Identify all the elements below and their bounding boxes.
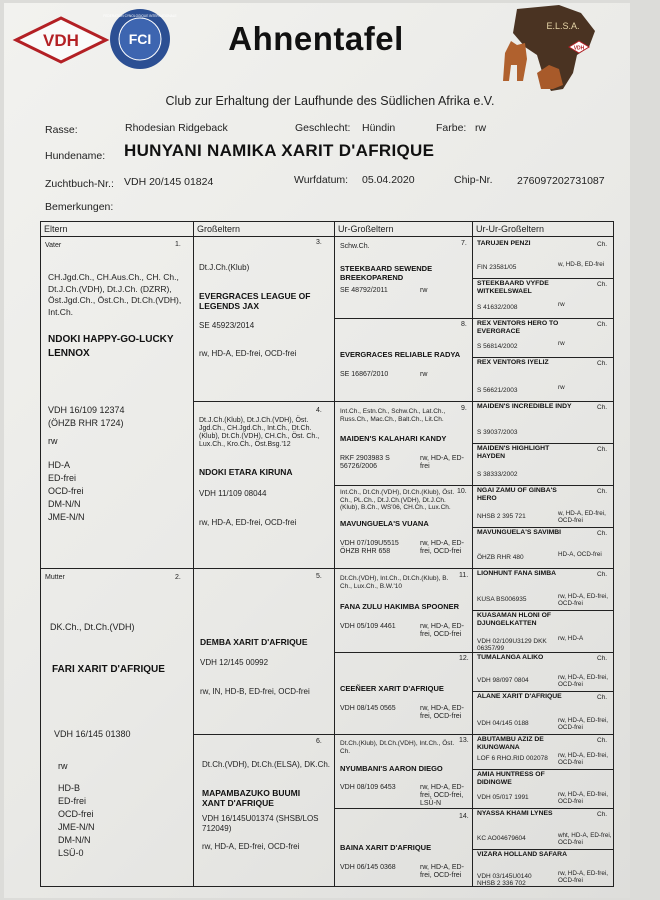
gggp-26-ch: Ch. [597, 694, 608, 701]
wurfdatum-value: 05.04.2020 [362, 174, 415, 186]
gp-3-name: EVERGRACES LEAGUE OF LEGENDS JAX [199, 291, 311, 311]
gggp-15-health: w, HD-B, ED-frei [558, 261, 605, 268]
gp-6-reg: VDH 16/145U01374 (SHSB/LOS 712049) [202, 814, 319, 833]
gggp-28-health: rw, HD-A, ED-frei, OCD-frei [558, 791, 609, 805]
gggp-28-name: AMIA HUNTRESS OF DIDINGWE [477, 771, 545, 786]
farbe-label: Farbe: [436, 122, 467, 134]
ggp-12-num: 12. [459, 655, 469, 662]
gggp-25-health: rw, HD-A, ED-frei, OCD-frei [558, 674, 609, 688]
gggp-23-reg: KUSA BS006935 [477, 596, 527, 603]
gggp-21-ch: Ch. [597, 488, 608, 495]
mother-reg1: VDH 16/145 01380 [54, 729, 131, 739]
gp-5-name: DEMBA XARIT D'AFRIQUE [200, 637, 308, 647]
page-title: Ahnentafel [228, 20, 404, 57]
rasse-label: Rasse: [45, 124, 78, 136]
ggp-8-reg: SE 16867/2010 [340, 371, 389, 378]
gggp-26-health: rw, HD-A, ED-frei, OCD-frei [558, 717, 609, 731]
ggp-7-name: STEEKBAARD SEWENDE BREEKOPAREND [340, 264, 433, 282]
mother-health-3: JME-N/N [58, 822, 95, 832]
gggp-25-ch: Ch. [597, 655, 608, 662]
bemerkungen-label: Bemerkungen: [45, 201, 114, 213]
gggp-27-health: rw, HD-A, ED-frei, OCD-frei [558, 752, 609, 766]
ggp-12-reg: VDH 08/145 0565 [340, 705, 396, 712]
gp-5-num: 5. [316, 573, 322, 580]
ggp-13-health: rw, HD-A, ED-frei, OCD-frei, LSÜ-N [420, 784, 464, 807]
gggp-17-health: rw [558, 340, 565, 347]
gggp-24-health: rw, HD-A [558, 635, 584, 642]
vdh-logo-text: VDH [43, 31, 79, 50]
gggp-27-ch: Ch. [597, 737, 608, 744]
gggp-21-name: NGAI ZAMU OF GINBA'S HERO [477, 487, 557, 502]
col-urgross: Ur-Großeltern [334, 221, 472, 237]
gggp-25-name: TUMALANGA ALIKO [477, 654, 544, 661]
fci-logo-ring: FEDERATION CYNOLOGIQUE INTERNATIONALE [103, 14, 177, 18]
gggp-25-reg: VDH 98/097 0804 [477, 677, 529, 684]
gggp-27-name: ABUTAMBU AZIZ DE KIUNGWANA [477, 736, 544, 751]
gp-5-health: rw, IN, HD-B, ED-frei, OCD-frei [200, 687, 310, 696]
gggp-22-ch: Ch. [597, 530, 608, 537]
rasse-value: Rhodesian Ridgeback [125, 122, 228, 134]
father-health-1: ED-frei [48, 473, 77, 483]
hundename-label: Hundename: [45, 150, 106, 162]
zuchtbuch-value: VDH 20/145 01824 [124, 176, 214, 188]
ggp-9-reg: RKF 2903983 S 56726/2006 [340, 455, 390, 470]
chip-value: 276097202731087 [517, 175, 605, 187]
ggp-9-health: rw, HD-A, ED-frei [420, 455, 464, 470]
hundename-value: HUNYANI NAMIKA XARIT D'AFRIQUE [124, 141, 435, 160]
father-health-2: OCD-frei [48, 486, 84, 496]
col-ururgross: Ur-Ur-Großeltern [472, 221, 614, 237]
gggp-17-ch: Ch. [597, 321, 608, 328]
ggp-8-health: rw [420, 371, 428, 378]
ggp-9-num: 9. [461, 405, 467, 412]
geschlecht-label: Geschlecht: [295, 122, 351, 134]
gggp-20-reg: S 38333/2002 [477, 471, 518, 478]
father-titles: CH.Jgd.Ch., CH.Aus.Ch., CH. Ch., Dt.J.Ch.(VDH), Dt.J.Ch. (DZRR), Öst.Jgd.Ch., Öst.Ch., Dt.Ch.(VDH), Int.Ch. [48, 272, 182, 317]
club-name: Club zur Erhaltung der Laufhunde des Südlichen Afrika e.V. [165, 94, 495, 108]
mother-health-4: DM-N/N [58, 835, 91, 845]
gggp-27-reg: LOF 6 RHO.RID 002078 [477, 755, 548, 762]
ggp-11-name: FANA ZULU HAKIMBA SPOONER [340, 602, 460, 611]
gggp-22-name: MAVUNGUELA'S SAVIMBI [477, 529, 562, 536]
col-eltern: Eltern [40, 221, 193, 237]
gggp-28-reg: VDH 05/017 1991 [477, 794, 529, 801]
gggp-16-name: STEEKBAARD VYFDE WITKEELSWAEL [477, 280, 549, 295]
gggp-21-health: w, HD-A, ED-frei, OCD-frei [558, 510, 606, 524]
ggp-13-name: NYUMBANI'S AARON DIEGO [340, 764, 443, 773]
ggp-13-reg: VDH 08/109 6453 [340, 784, 396, 791]
gp-6-titles: Dt.Ch.(VDH), Dt.Ch.(ELSA), DK.Ch. [202, 760, 331, 769]
ggp-7-health: rw [420, 287, 428, 294]
gggp-30-health: rw, HD-A, ED-frei, OCD-frei [558, 870, 609, 884]
ggp-9-name: MAIDEN'S KALAHARI KANDY [340, 434, 447, 443]
chip-label: Chip-Nr. [454, 174, 493, 186]
elsa-logo-text: E.L.S.A. [546, 21, 580, 31]
ggp-11-num: 11. [459, 572, 469, 579]
gggp-15-reg: FIN 23581/05 [477, 264, 517, 271]
father-reg2: (ÖHZB RHR 1724) [48, 418, 124, 428]
mother-health-5: LSÜ-0 [58, 848, 84, 858]
farbe-value: rw [475, 122, 487, 134]
gggp-15-ch: Ch. [597, 241, 608, 248]
gggp-29-reg: KC AO04679604 [477, 835, 526, 842]
ggp-10-name: MAVUNGUELA'S VUANA [340, 519, 429, 528]
ggp-12-health: rw, HD-A, ED-frei, OCD-frei [420, 705, 464, 720]
father-num: 1. [175, 241, 181, 248]
gp-4-reg: VDH 11/109 08044 [199, 489, 267, 498]
col-grosseltern: Großeltern [193, 221, 334, 237]
geschlecht-value: Hündin [362, 122, 396, 134]
gggp-21-reg: NHSB 2 395 721 [477, 513, 526, 520]
gggp-19-name: MAIDEN'S INCREDIBLE INDY [477, 403, 572, 410]
gp-6-name: MAPAMBAZUKO BUUMI XANT D'AFRIQUE [202, 788, 301, 808]
father-role: Vater [45, 242, 62, 249]
wurfdatum-label: Wurfdatum: [294, 174, 349, 186]
gggp-19-reg: S 39037/2003 [477, 429, 518, 436]
gp-5-reg: VDH 12/145 00992 [200, 658, 269, 667]
gggp-23-health: rw, HD-A, ED-frei, OCD-frei [558, 593, 609, 607]
gp-4-health: rw, HD-A, ED-frei, OCD-frei [199, 518, 297, 527]
pedigree-grid [40, 221, 614, 893]
mother-health-1: ED-frei [58, 796, 87, 806]
ggp-10-reg: VDH 07/109U5515 ÖHZB RHR 658 [340, 540, 399, 555]
ggp-11-reg: VDH 05/109 4461 [340, 623, 396, 630]
gggp-17-name: REX VENTORS HERO TO EVERGRACE [477, 320, 559, 335]
mother-name: FARI XARIT D'AFRIQUE [52, 664, 165, 675]
gggp-20-name: MAIDEN'S HIGHLIGHT HAYDEN [477, 445, 550, 460]
gp-4-num: 4. [316, 407, 322, 414]
zuchtbuch-label: Zuchtbuch-Nr.: [45, 178, 114, 190]
gggp-20-ch: Ch. [597, 446, 608, 453]
gggp-18-reg: S 56621/2003 [477, 387, 518, 394]
father-health-0: HD-A [48, 460, 70, 470]
gggp-22-health: HD-A, OCD-frei [558, 551, 602, 558]
gggp-30-name: VIZARA HOLLAND SAFARA [477, 851, 567, 858]
mother-num: 2. [175, 574, 181, 581]
mother-health-2: OCD-frei [58, 809, 94, 819]
gp-3-titles: Dt.J.Ch.(Klub) [199, 263, 250, 272]
ggp-14-health: rw, HD-A, ED-frei, OCD-frei [420, 864, 464, 879]
gggp-29-ch: Ch. [597, 811, 608, 818]
ggp-14-reg: VDH 06/145 0368 [340, 864, 396, 871]
ggp-9-titles: Int.Ch., Estn.Ch., Schw.Ch., Lat.Ch., Russ.Ch., Mac.Ch., Balt.Ch., Lit.Ch. [340, 408, 446, 423]
ggp-10-num: 10. [457, 488, 467, 495]
ggp-7-reg: SE 48792/2011 [340, 287, 388, 294]
father-health-3: DM-N/N [48, 499, 81, 509]
ggp-8-num: 8. [461, 321, 467, 328]
fci-logo-text: FCI [128, 31, 152, 47]
gggp-19-ch: Ch. [597, 404, 608, 411]
ggp-11-titles: Dt.Ch.(VDH), Int.Ch., Dt.Ch.(Klub), B. Ch., Lux.Ch., B.W.'10 [340, 575, 449, 590]
father-health-4: JME-N/N [48, 512, 85, 522]
gggp-23-ch: Ch. [597, 571, 608, 578]
mother-health-0: HD-B [58, 783, 80, 793]
gggp-23-name: LIONHUNT FANA SIMBA [477, 570, 557, 577]
ggp-7-num: 7. [461, 240, 467, 247]
gp-6-num: 6. [316, 738, 322, 745]
ggp-8-name: EVERGRACES RELIABLE RADYA [340, 350, 461, 359]
gggp-16-reg: S 41632/2008 [477, 304, 518, 311]
gggp-22-reg: ÖHZB RHR 480 [477, 554, 524, 561]
gggp-29-name: NYASSA KHAMI LYNES [477, 810, 553, 817]
ggp-11-health: rw, HD-A, ED-frei, OCD-frei [420, 623, 464, 638]
gggp-26-reg: VDH 04/145 0188 [477, 720, 529, 727]
gp-3-num: 3. [316, 239, 322, 246]
gggp-18-name: REX VENTORS IYELIZ [477, 359, 549, 366]
ggp-14-num: 14. [459, 813, 469, 820]
ggp-10-health: rw, HD-A, ED-frei, OCD-frei [420, 540, 464, 555]
ggp-7-titles: Schw.Ch. [340, 243, 370, 250]
mother-titles: DK.Ch., Dt.Ch.(VDH) [50, 622, 135, 632]
father-color: rw [48, 436, 58, 446]
gp-3-health: rw, HD-A, ED-frei, OCD-frei [199, 349, 297, 358]
gp-6-health: rw, HD-A, ED-frei, OCD-frei [202, 842, 300, 851]
father-reg1: VDH 16/109 12374 [48, 405, 125, 415]
gggp-16-ch: Ch. [597, 281, 608, 288]
gp-4-titles: Dt.J.Ch.(Klub), Dt.J.Ch.(VDH), Öst. Jgd.Ch., CH.Jgd.Ch., Int.Ch., Dt.Ch. (Klub), Dt.Ch.(VDH), CH.Ch., Öst. Ch., Lux.Ch., Kro.Ch., Öst.Bsg.'12 [199, 417, 320, 448]
gggp-17-reg: S 56814/2002 [477, 343, 518, 350]
gggp-30-reg: VDH 03/145U0140 NHSB 2 336 702 [477, 873, 532, 887]
gggp-24-reg: VDH 02/109U3129 DKK 06357/99 [477, 638, 547, 652]
gggp-24-name: KUASAMAN HLONI OF DJUNGELKATTEN [477, 612, 552, 627]
gggp-18-health: rw [558, 384, 565, 391]
ggp-13-num: 13. [459, 737, 469, 744]
ggp-10-titles: Int.Ch., Dt.Ch.(VDH), Dt.Ch.(Klub), Öst. Ch., PL.Ch., Dt.J.Ch.(VDH), Dt.J.Ch. (Klub), B.Ch., WS'06, CH.Ch., Lux.Ch. [340, 489, 455, 511]
gggp-18-ch: Ch. [597, 360, 608, 367]
gp-4-name: NDOKI ETARA KIRUNA [199, 467, 293, 477]
father-name: NDOKI HAPPY-GO-LUCKY LENNOX [48, 334, 174, 359]
mother-role: Mutter [45, 574, 65, 581]
gggp-26-name: ALANE XARIT D'AFRIQUE [477, 693, 562, 700]
ggp-14-name: BAINA XARIT D'AFRIQUE [340, 843, 432, 852]
gp-3-reg: SE 45923/2014 [199, 321, 255, 330]
gggp-15-name: TARUJEN PENZI [477, 240, 531, 247]
elsa-logo-small-text: VDH [573, 45, 585, 52]
ggp-13-titles: Dt.Ch.(Klub), Dt.Ch.(VDH), Int.Ch., Öst. Ch. [340, 740, 455, 755]
mother-color: rw [58, 761, 68, 771]
gggp-16-health: rw [558, 301, 565, 308]
ggp-12-name: CEEÑEER XARIT D'AFRIQUE [340, 684, 444, 693]
gggp-29-health: wht, HD-A, ED-frei, OCD-frei [558, 832, 612, 846]
